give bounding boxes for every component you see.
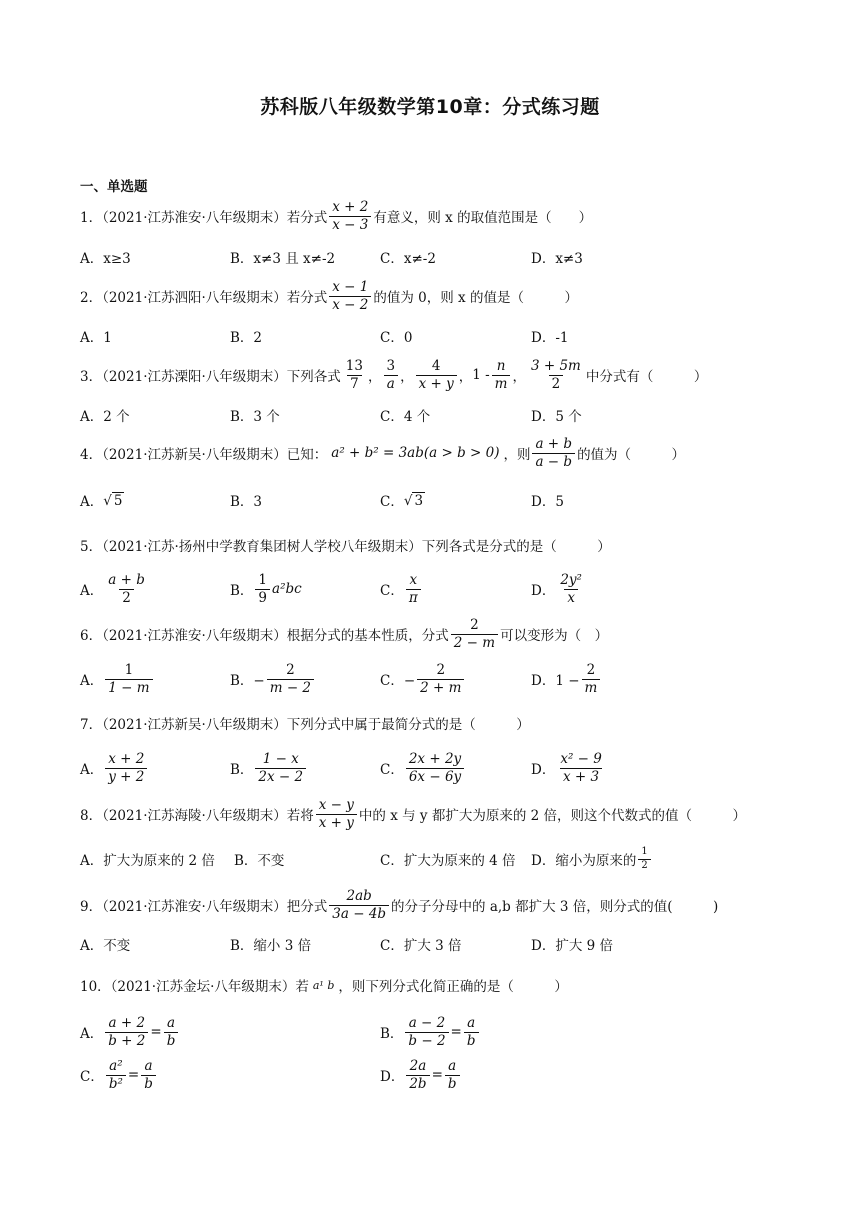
- fraction: $\frac{a + b}{a - b}$: [532, 437, 575, 468]
- question-text: 1．（2021·江苏淮安·八年级期末）若分式: [80, 210, 328, 226]
- question-text: 中的 x 与 y 都扩大为原来的 2 倍，则这个代数式的值（ ）: [358, 808, 746, 824]
- fraction: $\frac{n}{m}$: [492, 359, 511, 390]
- fraction: $\frac{x + 2}{x - 3}$: [329, 200, 371, 231]
- option-a[interactable]: A．x≥3: [80, 251, 131, 267]
- option-a[interactable]: A． $\frac{a + b}{2}$: [80, 572, 145, 606]
- question-5: 5．（2021·江苏·扬州中学教育集团树人学校八年级期末）下列各式是分式的是（ ）: [80, 539, 611, 555]
- question-text: 的分子分母中的 a,b 都扩大 3 倍，则分式的值( ): [391, 899, 719, 915]
- option-a[interactable]: A．2 个: [80, 409, 130, 425]
- option-a[interactable]: A．不变: [80, 938, 131, 954]
- fraction: $\frac{2ab}{3a - 4b}$: [329, 889, 389, 920]
- question-1: [80, 193, 592, 239]
- sqrt-icon: √ 5: [103, 492, 123, 509]
- option-c[interactable]: C． $\frac{\text{a²}}{\text{b²}}$ = $\frac{a}{b}$: [80, 1052, 158, 1098]
- option-a[interactable]: A． $\frac{a + 2}{b + 2}$ = $\frac{a}{b}$: [80, 1009, 180, 1055]
- fraction: $\frac{2}{2 - m}$: [451, 618, 498, 649]
- question-text: 可以变形为（ ）: [500, 628, 609, 644]
- option-b[interactable]: B． $\frac{a - 2}{b - 2}$ = $\frac{a}{b}$: [380, 1009, 481, 1055]
- options-6: [80, 656, 780, 702]
- options-8: [80, 836, 780, 882]
- question-3: 3．（2021·江苏溧阳·八年级期末）下列各式 $\frac{13}{7}$ ， $\frac{3}{a}$ ， $\frac{4}{x + y}$ ， 1 - $\frac{n}{m}$ ， $\frac{3 + 5m}{2}$ 中分式有（ ）: [80, 358, 708, 392]
- options-10-row1: [80, 1009, 780, 1055]
- page-title: 苏科版八年级数学第10章：分式练习题: [260, 96, 600, 118]
- option-d[interactable]: D． $\frac{2a}{2b}$ = $\frac{a}{b}$: [380, 1052, 462, 1098]
- question-text: 6．（2021·江苏淮安·八年级期末）根据分式的基本性质，分式: [80, 628, 449, 644]
- option-d[interactable]: D． $\frac{\text{2y²}}{x}$: [531, 572, 582, 606]
- option-b[interactable]: B．3 个: [230, 409, 280, 425]
- fraction: $\frac{3 + 5m}{2}$: [530, 358, 581, 392]
- option-b[interactable]: B．不变: [234, 853, 285, 869]
- question-text: ，则下列分式化简正确的是（ ）: [338, 979, 568, 995]
- question-text: ，则: [503, 447, 531, 463]
- option-d[interactable]: D．5: [531, 494, 564, 510]
- option-c[interactable]: C． $\frac{2x + 2y}{6x - 6y}$: [380, 745, 466, 791]
- option-c[interactable]: C． √ 3: [380, 492, 424, 510]
- option-b[interactable]: B．缩小 3 倍: [230, 938, 312, 954]
- question-text: 10．（2021·江苏金坛·八年级期末）若: [80, 979, 309, 995]
- option-a[interactable]: A． $\frac{x + 2}{y + 2}$: [80, 745, 149, 791]
- option-d[interactable]: D．缩小为原来的 $\frac{1}{2}$: [531, 836, 653, 882]
- option-d[interactable]: D． $\frac{\text{x² − 9}}{x + 3}$: [531, 751, 602, 785]
- fraction: $\frac{13}{7}$: [345, 358, 363, 392]
- option-d[interactable]: D．5 个: [531, 409, 582, 425]
- question-text: 9．（2021·江苏淮安·八年级期末）把分式: [80, 899, 328, 915]
- fraction: $\frac{x - 1}{x - 2}$: [329, 280, 371, 311]
- option-c[interactable]: C．扩大为原来的 4 倍: [380, 853, 516, 869]
- option-d[interactable]: D．x≠3: [531, 251, 583, 267]
- options-7: [80, 745, 780, 791]
- question-text: 有意义，则 x 的取值范围是（ ）: [373, 210, 593, 226]
- options-5: [80, 566, 780, 612]
- option-c[interactable]: C．x≠-2: [380, 251, 436, 267]
- question-text: 中分式有（ ）: [585, 369, 708, 385]
- question-10: [80, 970, 568, 1000]
- option-a[interactable]: A．扩大为原来的 2 倍: [80, 853, 215, 869]
- option-d[interactable]: D．1 − $\frac{2}{m}$: [531, 656, 602, 702]
- option-d[interactable]: D．扩大 9 倍: [531, 938, 613, 954]
- options-10-row2: [80, 1052, 780, 1098]
- section-heading: 一、单选题: [80, 179, 148, 195]
- option-a[interactable]: A．1: [80, 330, 112, 346]
- option-c[interactable]: C．0: [380, 330, 413, 346]
- equation: a² + b² = 3ab(a > b > 0): [331, 445, 500, 461]
- question-4: [80, 430, 685, 476]
- option-b[interactable]: B． $\frac{1}{9}$ a²bc: [230, 572, 302, 606]
- fraction: $\frac{4}{x + y}$: [416, 359, 457, 390]
- option-b[interactable]: B．3: [230, 494, 263, 510]
- question-6: [80, 611, 608, 657]
- question-text: 2．（2021·江苏泗阳·八年级期末）若分式: [80, 290, 328, 306]
- option-c[interactable]: C．− $\frac{2}{2 + m}$: [380, 656, 466, 702]
- option-b[interactable]: B．2: [230, 330, 263, 346]
- question-text: 的值为 0，则 x 的值是（ ）: [373, 290, 578, 306]
- option-c[interactable]: C．扩大 3 倍: [380, 938, 462, 954]
- option-d[interactable]: D．-1: [531, 330, 569, 346]
- option-b[interactable]: B． $\frac{1 - x}{2x - 2}$: [230, 745, 308, 791]
- options-4: [80, 477, 780, 523]
- option-b[interactable]: B．− $\frac{2}{m - 2}$: [230, 656, 316, 702]
- question-text: 8．（2021·江苏海陵·八年级期末）若将: [80, 808, 314, 824]
- option-a[interactable]: A． √ 5: [80, 492, 123, 510]
- option-c[interactable]: C． $\frac{x}{\pi}$: [380, 566, 423, 612]
- option-c[interactable]: C．4 个: [380, 409, 431, 425]
- condition: a¹ b: [312, 978, 335, 992]
- question-text: 1 -: [472, 367, 490, 383]
- option-b[interactable]: B．x≠3 且 x≠-2: [230, 251, 336, 267]
- question-text: 4．（2021·江苏新吴·八年级期末）已知：: [80, 447, 328, 463]
- question-7: 7．（2021·江苏新吴·八年级期末）下列分式中属于最简分式的是（ ）: [80, 717, 530, 733]
- question-8: [80, 791, 746, 837]
- fraction: $\frac{3}{a}$: [383, 359, 398, 390]
- sqrt-icon: √ 3: [403, 492, 424, 509]
- options-9: [80, 921, 780, 967]
- option-a[interactable]: A． $\frac{1}{1 - m}$: [80, 656, 155, 702]
- question-text: 3．（2021·江苏溧阳·八年级期末）下列各式: [80, 369, 341, 385]
- fraction: $\frac{x - y}{x + y}$: [316, 798, 357, 829]
- question-text: 的值为（ ）: [577, 447, 686, 463]
